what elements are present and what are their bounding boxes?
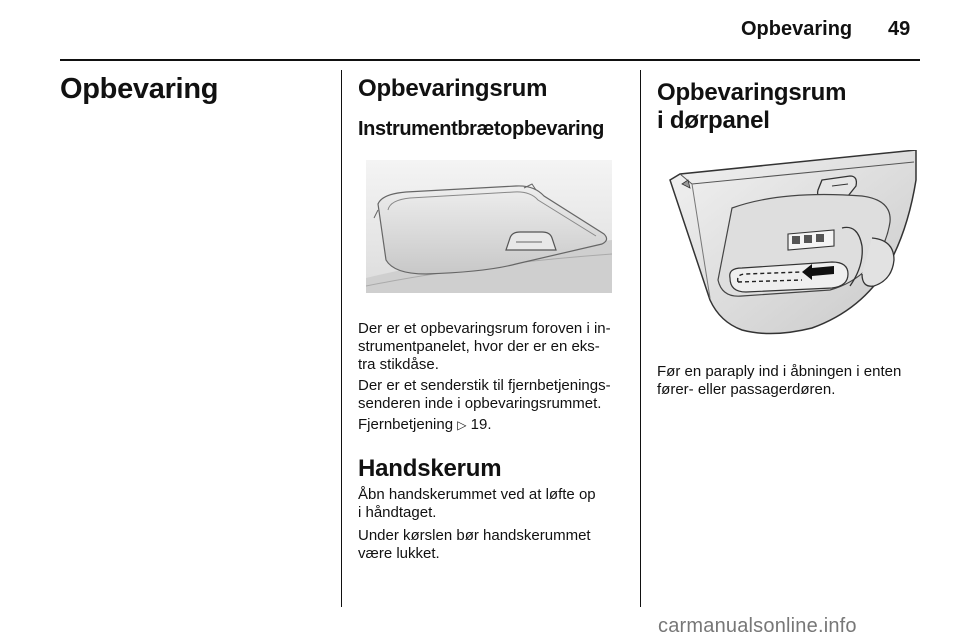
page-reference-icon: ▷ — [457, 418, 467, 432]
section-heading: Handskerum — [358, 455, 502, 482]
xref-text: Fjernbetjening — [358, 416, 454, 433]
paragraph: Under kørslen bør handskerummet være lukket. — [358, 527, 591, 562]
column-divider — [640, 70, 641, 607]
cross-reference[interactable] — [358, 416, 492, 434]
paragraph: Før en paraply ind i åbningen i enten fører- eller passagerdøren. — [657, 363, 902, 398]
paragraph: Der er et opbevaringsrum foroven i in- strumentpanelet, hvor der er en eks- tra stikdåse. — [358, 320, 611, 373]
door-panel-illustration — [662, 150, 918, 335]
subsection-heading: Instrumentbrætopbevaring — [358, 118, 604, 140]
section-heading: Opbevaringsrum i dørpanel — [657, 79, 847, 134]
watermark: carmanualsonline.info — [658, 615, 857, 637]
running-header-title: Opbevaring — [741, 18, 853, 40]
paragraph: Der er et senderstik til fjernbetjenings- senderen inde i opbevaringsrummet. — [358, 377, 611, 412]
paragraph: Åbn handskerummet ved at løfte op i håndtaget. — [358, 486, 596, 521]
dashboard-storage-illustration — [366, 160, 612, 293]
column-divider — [341, 70, 342, 607]
chapter-title: Opbevaring — [60, 73, 219, 105]
section-heading: Opbevaringsrum — [358, 75, 548, 102]
xref-page: 19. — [470, 416, 492, 433]
header-rule — [60, 59, 920, 61]
page-number: 49 — [888, 18, 911, 40]
